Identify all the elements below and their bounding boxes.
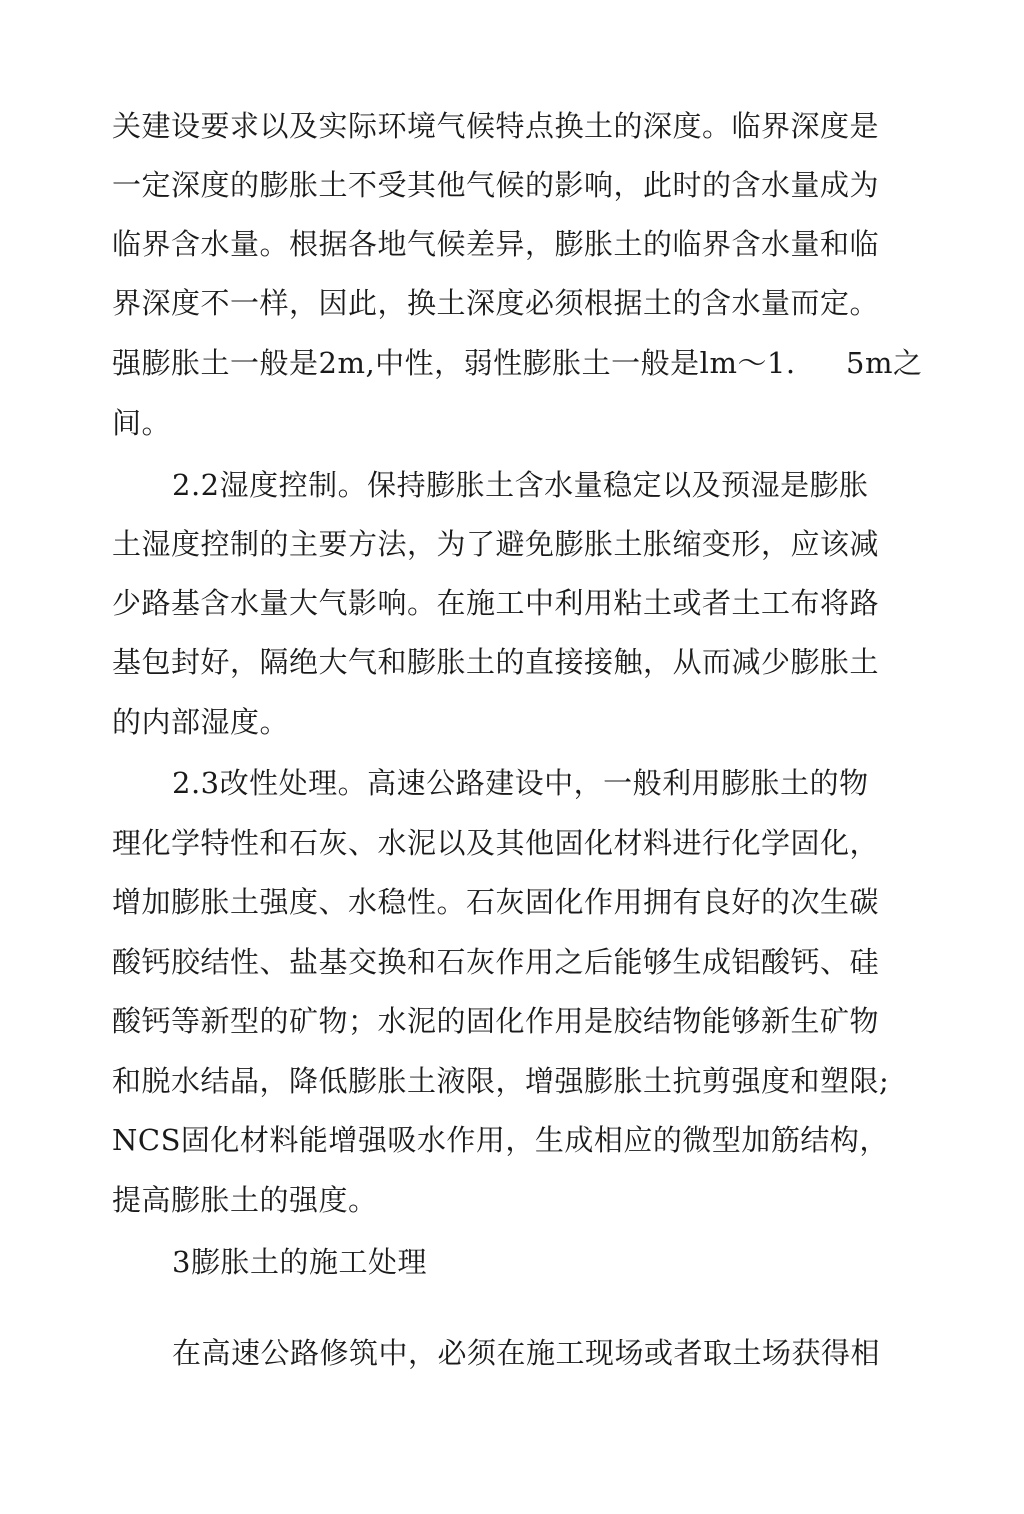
text-line: 和脱水结晶，降低膨胀土液限，增强膨胀土抗剪强度和塑限; [112, 1064, 890, 1098]
text-line: 一定深度的膨胀土不受其他气候的影响，此时的含水量成为 [112, 168, 880, 202]
text-line: 界深度不一样，因此，换土深度必须根据土的含水量而定。 [112, 286, 880, 320]
text-line: 土湿度控制的主要方法，为了避免膨胀土胀缩变形，应该减 [112, 527, 880, 561]
text-line: 强膨胀土一般是2m,中性，弱性膨胀土一般是lm～1. [112, 346, 796, 380]
text-line: 关建设要求以及实际环境气候特点换土的深度。临界深度是 [112, 109, 880, 143]
text-line: 在高速公路修筑中，必须在施工现场或者取土场获得相 [172, 1336, 881, 1370]
text-line: 基包封好，隔绝大气和膨胀土的直接接触，从而减少膨胀土 [112, 645, 880, 679]
text-line-continuation: 5m之 [846, 346, 923, 380]
section-heading-paragraph: 2.2湿度控制。保持膨胀土含水量稳定以及预湿是膨胀 [172, 468, 869, 502]
text-line: 少路基含水量大气影响。在施工中利用粘土或者土工布将路 [112, 586, 880, 620]
text-line: 理化学特性和石灰、水泥以及其他固化材料进行化学固化， [112, 826, 880, 860]
section-heading: 3膨胀土的施工处理 [172, 1245, 427, 1279]
text-line: 增加膨胀土强度、水稳性。石灰固化作用拥有良好的次生碳 [112, 885, 880, 919]
text-line: 临界含水量。根据各地气候差异，膨胀土的临界含水量和临 [112, 227, 880, 261]
text-line: 酸钙等新型的矿物；水泥的固化作用是胶结物能够新生矿物 [112, 1004, 880, 1038]
text-line: 提高膨胀土的强度。 [112, 1183, 378, 1217]
section-heading-paragraph: 2.3改性处理。高速公路建设中，一般利用膨胀土的物 [172, 766, 869, 800]
text-line: NCS固化材料能增强吸水作用，生成相应的微型加筋结构， [112, 1123, 889, 1157]
text-line: 酸钙胶结性、盐基交换和石灰作用之后能够生成铝酸钙、硅 [112, 945, 880, 979]
text-line: 的内部湿度。 [112, 705, 290, 739]
text-line: 间。 [112, 406, 172, 440]
